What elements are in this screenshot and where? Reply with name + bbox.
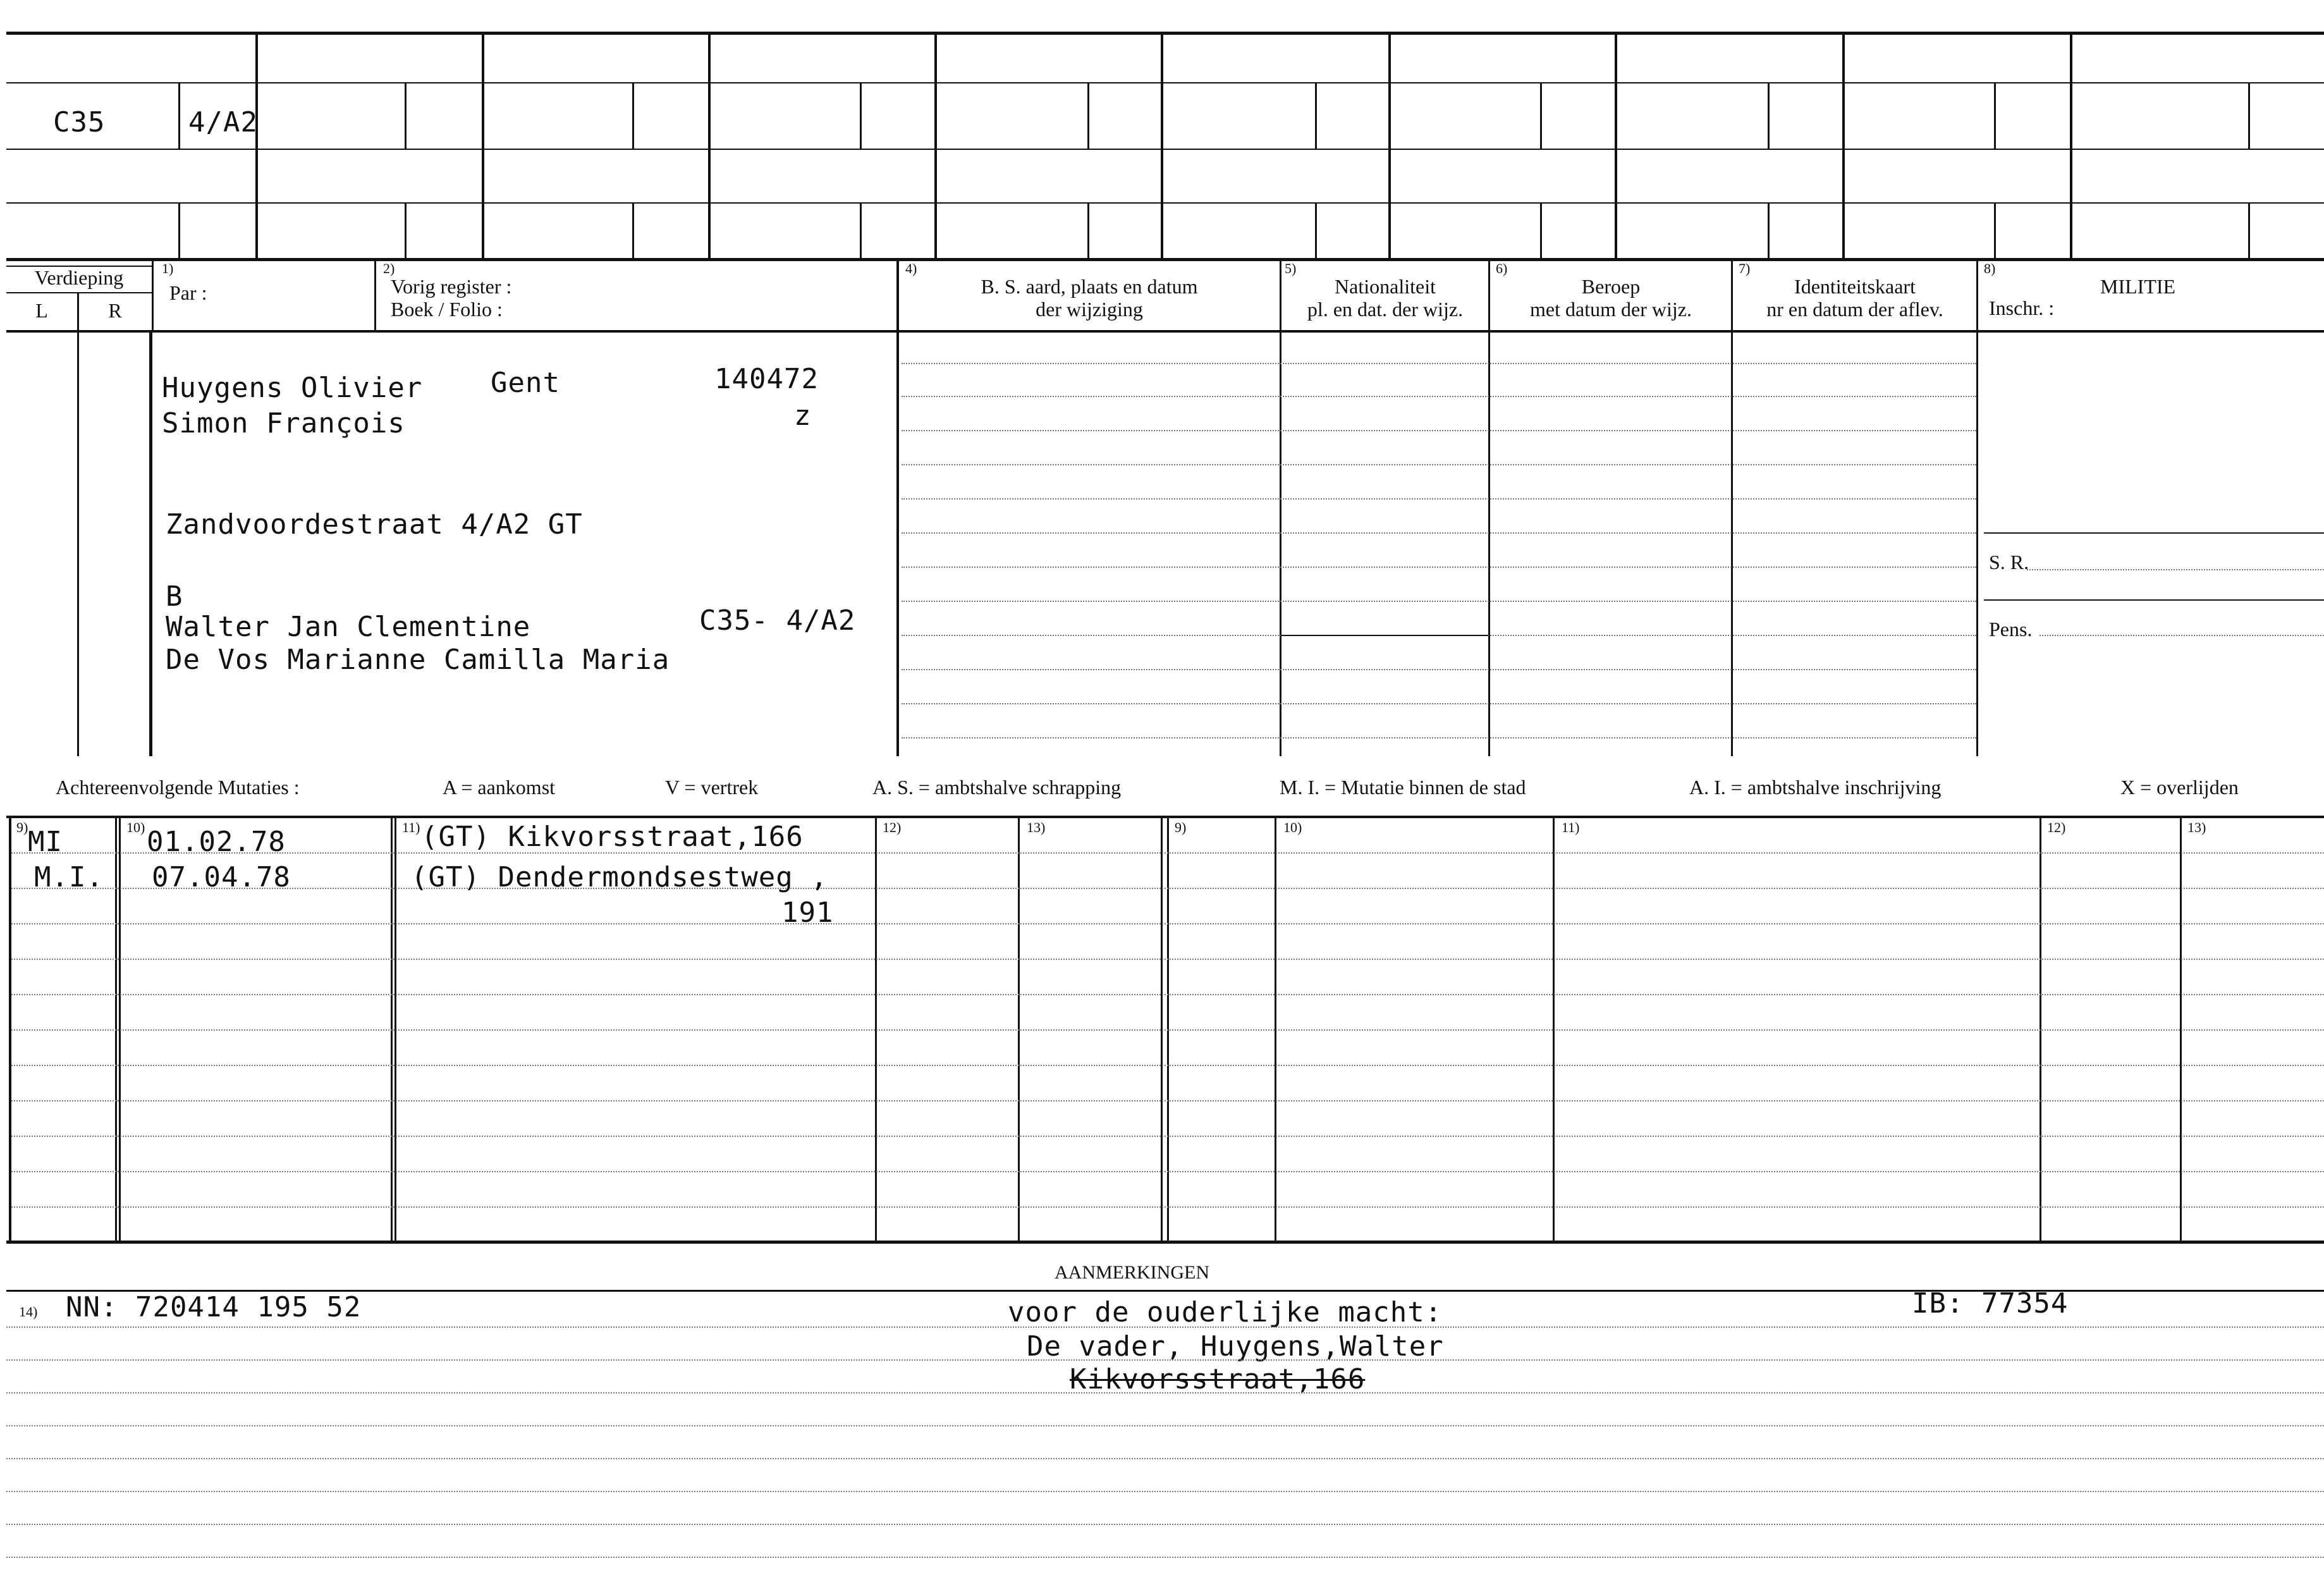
person-number: 140472 bbox=[714, 363, 819, 395]
legend-v: V = vertrek bbox=[665, 776, 759, 799]
mut-col-11: 11) bbox=[402, 819, 420, 835]
mutation-date: 07.04.78 bbox=[152, 861, 291, 893]
remarks-line2: De vader, Huygens,Walter bbox=[1027, 1330, 1444, 1363]
id-num: 7) bbox=[1739, 260, 1751, 276]
mut-col-9: 9) bbox=[16, 819, 28, 835]
inschr-label: Inschr. : bbox=[1989, 297, 2055, 319]
person-father: Walter Jan Clementine bbox=[166, 611, 531, 643]
mut-col-12b: 12) bbox=[2047, 819, 2066, 835]
legend-x: X = overlijden bbox=[2120, 776, 2239, 799]
person-surname: Huygens Olivier bbox=[162, 372, 423, 404]
legend-a: A = aankomst bbox=[443, 776, 556, 799]
r-label: R bbox=[108, 299, 122, 322]
legend-mi: M. I. = Mutatie binnen de stad bbox=[1280, 776, 1526, 799]
mut-col-13b: 13) bbox=[2187, 819, 2206, 835]
legend-title: Achtereenvolgende Mutaties : bbox=[56, 776, 300, 799]
par-num: 1) bbox=[162, 260, 174, 276]
vorig-num: 2) bbox=[383, 260, 395, 276]
person-ref: C35- 4/A2 bbox=[699, 604, 856, 637]
mutation-address: (GT) Kikvorsstraat,166 bbox=[421, 821, 804, 853]
grid-code: C35 bbox=[53, 106, 106, 138]
mut-col-10b: 10) bbox=[1283, 819, 1302, 835]
nat-num: 5) bbox=[1285, 260, 1297, 276]
bs-label-1: B. S. aard, plaats en datum bbox=[981, 275, 1198, 298]
vorig-label-1: Vorig register : bbox=[391, 275, 512, 298]
mut-col-9b: 9) bbox=[1175, 819, 1187, 835]
mut-col-11b: 11) bbox=[1562, 819, 1580, 835]
mut-col-10: 10) bbox=[126, 819, 145, 835]
id-label-2: nr en datum der aflev. bbox=[1766, 298, 1943, 321]
id-label-1: Identiteitskaart bbox=[1794, 275, 1916, 298]
remarks-line3-struck: Kikvorsstraat,166 bbox=[1070, 1363, 1366, 1395]
remarks-line1: voor de ouderlijke macht: bbox=[1008, 1296, 1443, 1328]
person-z: z bbox=[794, 400, 812, 432]
par-label: Par : bbox=[169, 281, 207, 304]
person-city: Gent bbox=[491, 367, 560, 399]
mutation-address-cont: 191 bbox=[781, 897, 834, 929]
verdieping-label: Verdieping bbox=[34, 266, 124, 289]
mutation-type: MI bbox=[28, 826, 63, 858]
legend-ai: A. I. = ambtshalve inschrijving bbox=[1689, 776, 1942, 799]
remarks-title: AANMERKINGEN bbox=[1055, 1262, 1209, 1283]
militie-label: MILITIE bbox=[2100, 275, 2176, 298]
person-firstnames: Simon François bbox=[162, 407, 405, 439]
mut-col-13: 13) bbox=[1027, 819, 1046, 835]
beroep-label-1: Beroep bbox=[1581, 275, 1641, 298]
l-label: L bbox=[35, 299, 48, 322]
person-address: Zandvoordestraat 4/A2 GT bbox=[166, 508, 583, 541]
bs-label-2: der wijziging bbox=[1036, 298, 1143, 321]
nat-label-2: pl. en dat. der wijz. bbox=[1307, 298, 1464, 321]
nat-label-1: Nationaliteit bbox=[1335, 275, 1436, 298]
mil-num: 8) bbox=[1984, 260, 1996, 276]
mut-col-12: 12) bbox=[883, 819, 902, 835]
person-b: B bbox=[166, 580, 183, 613]
grid-unit: 4/A2 bbox=[188, 106, 258, 138]
vorig-label-2: Boek / Folio : bbox=[391, 298, 503, 321]
remarks-num: 14) bbox=[19, 1304, 38, 1320]
remarks-nn: NN: 720414 195 52 bbox=[66, 1291, 362, 1323]
legend-as: A. S. = ambtshalve schrapping bbox=[872, 776, 1122, 799]
mutation-date: 01.02.78 bbox=[147, 826, 286, 858]
mutation-address: (GT) Dendermondsestweg , bbox=[411, 861, 828, 893]
pens-label: Pens. bbox=[1989, 618, 2033, 640]
beroep-label-2: met datum der wijz. bbox=[1530, 298, 1692, 321]
mutation-type: M.I. bbox=[34, 861, 104, 893]
sr-label: S. R. bbox=[1989, 551, 2029, 573]
beroep-num: 6) bbox=[1496, 260, 1508, 276]
remarks-ib: IB: 77354 bbox=[1912, 1287, 2069, 1320]
person-mother: De Vos Marianne Camilla Maria bbox=[166, 644, 670, 676]
bs-num: 4) bbox=[905, 260, 917, 276]
